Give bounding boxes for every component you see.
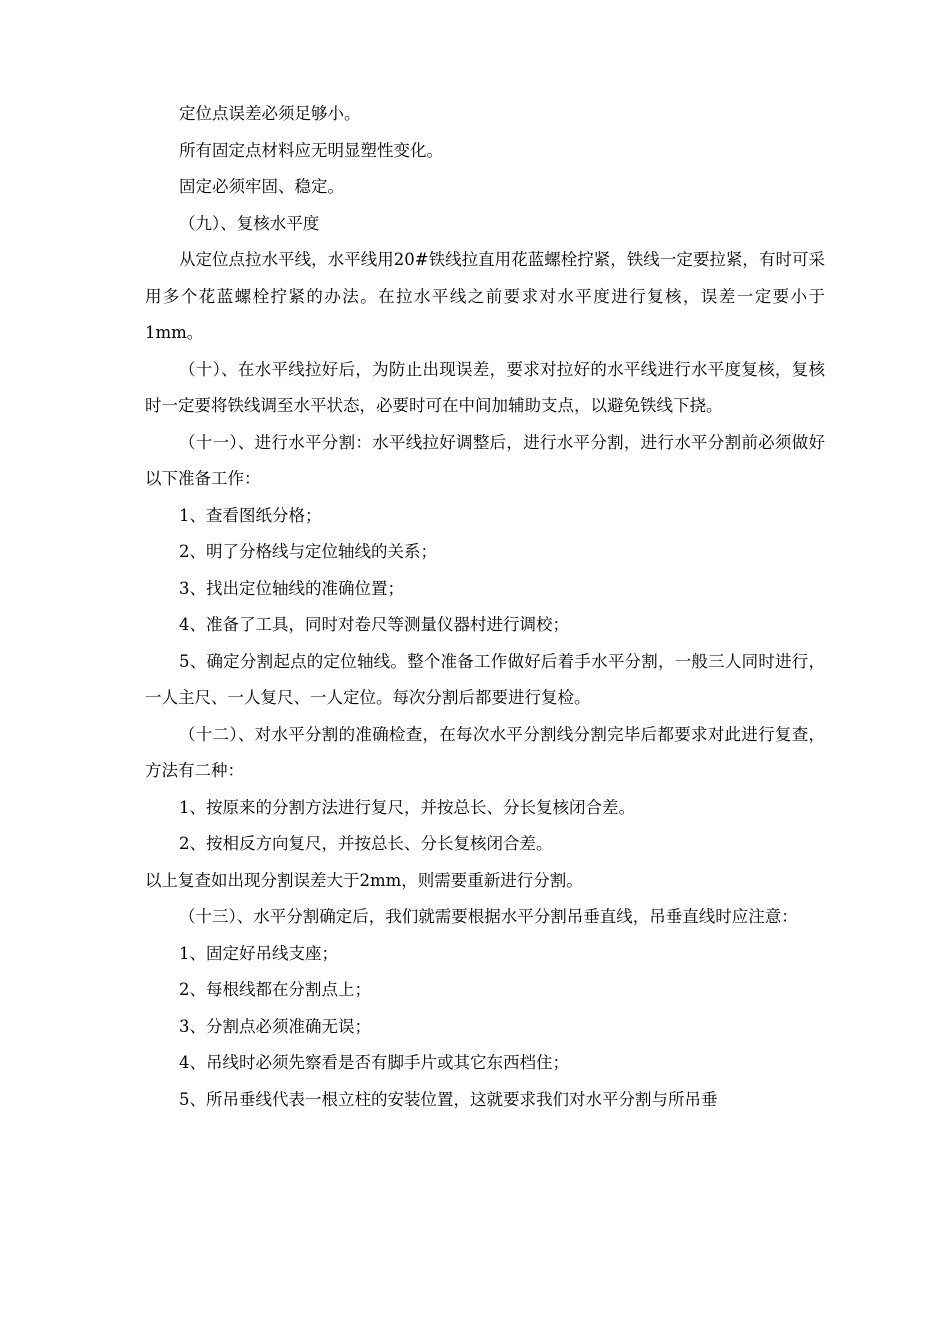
list-item: 3、找出定位轴线的准确位置； [179, 578, 404, 598]
paragraph-1: 定位点误差必须足够小。 [179, 104, 361, 123]
list-item: 1、按原来的分割方法进行复尺，并按总长、分长复核闭合差。 [179, 797, 635, 817]
list-item: 4、准备了工具，同时对卷尺等测量仪器村进行调校； [179, 615, 569, 634]
list-item: 5、确定分割起点的定位轴线。整个准备工作做好后着手水平分割，一般三人同时进行，一人主尺、一人复尺、一人定位。每次分割后都要进行复检。 [145, 651, 825, 707]
section-12: （十二）、对水平分割的准确检查，在每次水平分割线分割完毕后都要求对此进行复查，方法有二种： [145, 724, 825, 780]
paragraph-3: 固定必须牢固、稳定。 [179, 177, 344, 196]
section-10: （十）、在水平线拉好后，为防止出现误差，要求对拉好的水平线进行水平度复核，复核时一定要将铁线调至水平状态，必要时可在中间加辅助支点，以避免铁线下挠。 [145, 359, 825, 415]
list-item: 1、固定好吊线支座； [179, 943, 338, 963]
paragraph-2: 所有固定点材料应无明显塑性变化。 [179, 140, 443, 160]
list-item: 2、每根线都在分割点上； [179, 980, 371, 999]
list-item: 4、吊线时必须先察看是否有脚手片或其它东西档住； [179, 1053, 569, 1072]
paragraph-5: 从定位点拉水平线，水平线用20#铁线拉直用花蓝螺栓拧紧，铁线一定要拉紧，有时可采用多个花蓝螺栓拧紧的办法。在拉水平线之前要求对水平度进行复核，误差一定要小于1mm。 [145, 250, 825, 342]
list-item: 5、所吊垂线代表一根立柱的安装位置，这就要求我们对水平分割与所吊垂 [179, 1089, 718, 1109]
paragraph-recheck-note: 以上复查如出现分割误差大于2mm，则需要重新进行分割。 [145, 870, 583, 890]
list-item: 2、明了分格线与定位轴线的关系； [179, 542, 437, 561]
section-13: （十三）、水平分割确定后，我们就需要根据水平分割吊垂直线，吊垂直线时应注意： [179, 907, 798, 926]
list-item: 2、按相反方向复尺，并按总长、分长复核闭合差。 [179, 834, 553, 853]
section-heading-9: （九）、复核水平度 [179, 213, 320, 233]
list-item: 3、分割点必须准确无误； [179, 1016, 371, 1036]
list-item: 1、查看图纸分格； [179, 505, 322, 525]
document-page [145, 96, 825, 1118]
section-11: （十一）、进行水平分割：水平线拉好调整后，进行水平分割，进行水平分割前必须做好以下准备工作： [145, 432, 825, 488]
